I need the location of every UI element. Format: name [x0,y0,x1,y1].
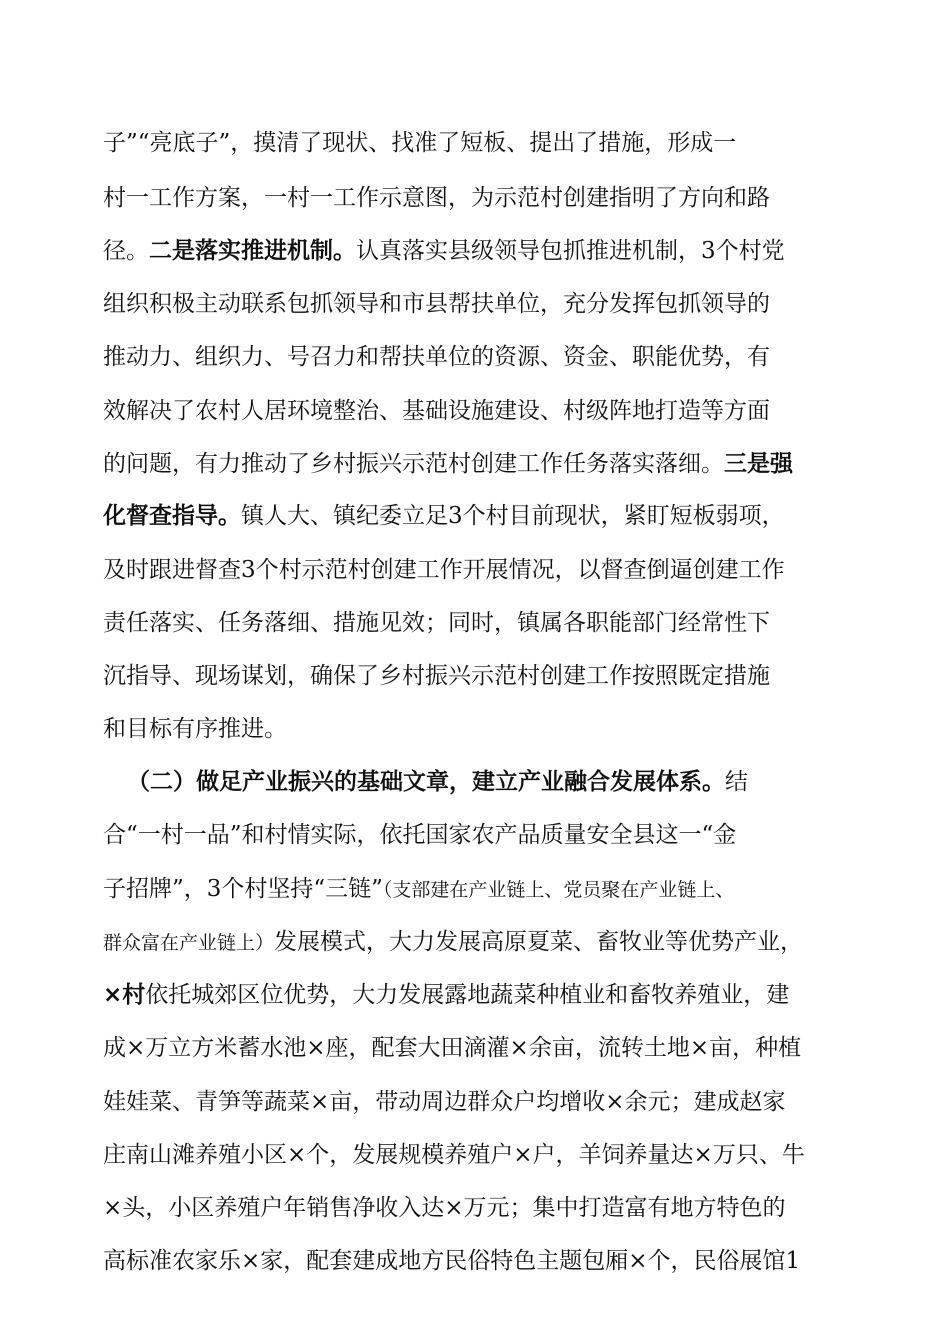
text-line: 群众富在产业链上）发展模式，大力发展高原夏菜、畜牧业等优势产业， [103,929,804,955]
text-line: 组织积极主动联系包抓领导和市县帮扶单位，充分发挥包抓领导的 [103,291,770,317]
parenthetical-note: 群众富在产业链上） [103,932,275,954]
text-line: 沉指导、现场谋划，确保了乡村振兴示范村创建工作按照既定措施 [103,663,770,689]
text-line: 化督查指导。镇人大、镇纪委立足3个村目前现状，紧盯短板弱项， [103,503,785,529]
bold-village: ×村 [103,982,146,1008]
text-line: 效解决了农村人居环境整治、基础设施建设、村级阵地打造等方面 [103,398,770,424]
text-line: 高标准农家乐×家，配套建成地方民俗特色主题包厢×个，民俗展馆1 [103,1248,801,1274]
text-line: 成×万立方米蓄水池×座，配套大田滴灌×余亩，流转土地×亩，种植 [103,1035,802,1061]
text-line: 子”“亮底子”，摸清了现状、找准了短板、提出了措施，形成一 [103,130,737,156]
parenthetical-note: （支部建在产业链上、党员聚在产业链上、 [382,879,735,901]
text-line: 的问题，有力推动了乡村振兴示范村创建工作任务落实落细。三是强 [103,451,793,477]
bold-heading: 二是落实推进机制。 [149,238,356,264]
text-line: 庄南山滩养殖小区×个，发展规模养殖户×户，羊饲养量达×万只、牛 [103,1142,805,1168]
text-line: 推动力、组织力、号召力和帮扶单位的资源、资金、职能优势，有 [103,344,770,370]
text-line: 径。二是落实推进机制。认真落实县级领导包抓推进机制，3个村党 [103,238,785,264]
text-line: 及时跟进督查3个村示范村创建工作开展情况，以督查倒逼创建工作 [103,557,785,583]
text-line: ×头，小区养殖户年销售净收入达×万元；集中打造富有地方特色的 [103,1195,786,1221]
text-line: 责任落实、任务落细、措施见效；同时，镇属各职能部门经常性下 [103,610,770,636]
text-line: 和目标有序推进。 [103,716,287,742]
section-heading: （二）做足产业振兴的基础文章，建立产业融合发展体系。 [127,769,725,795]
text-line: 子招牌”，3个村坚持“三链”（支部建在产业链上、党员聚在产业链上、 [103,876,735,902]
bold-heading: 化督查指导。 [103,503,241,529]
bold-heading: 三是强 [724,451,793,477]
text-line: 村一工作方案，一村一工作示意图，为示范村创建指明了方向和路 [103,185,770,211]
text-line: 合“一村一品”和村情实际，依托国家农产品质量安全县这一“金 [103,822,737,848]
text-line: （二）做足产业振兴的基础文章，建立产业融合发展体系。结 [127,769,748,795]
text-line: 娃娃菜、青笋等蔬菜×亩，带动周边群众户均增收×余元；建成赵家 [103,1089,786,1115]
text-line: ×村依托城郊区位优势，大力发展露地蔬菜种植业和畜牧养殖业，建 [103,982,790,1008]
